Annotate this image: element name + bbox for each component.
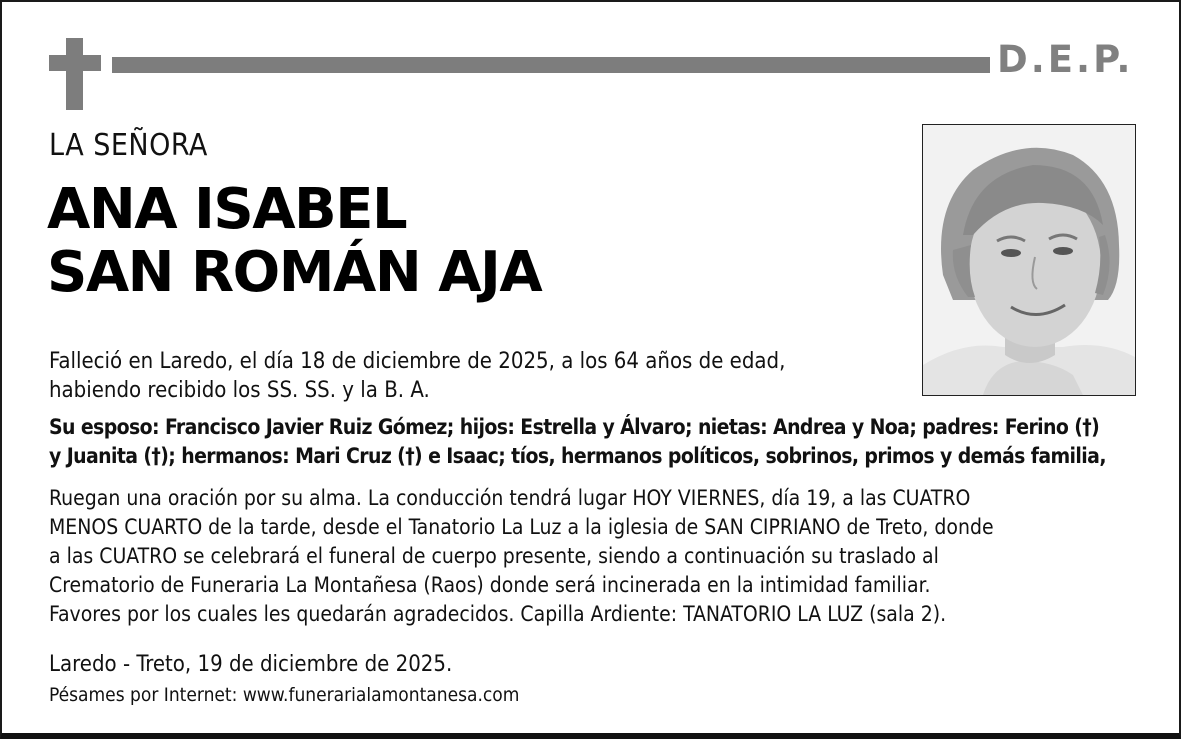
name-line-2: SAN ROMÁN AJA: [47, 240, 542, 305]
details-line-1: Ruegan una oración por su alma. La conducción tendrá lugar HOY VIERNES, día 19, a las CUATRO: [49, 486, 971, 510]
name-line-1: ANA ISABEL: [47, 177, 407, 242]
header-rule: [112, 57, 990, 73]
place-and-date: Laredo - Treto, 19 de diciembre de 2025.: [49, 652, 453, 677]
details-line-5: Favores por los cuales les quedarán agradecidos. Capilla Ardiente: TANATORIO LA LUZ (sala 2).: [49, 602, 947, 626]
death-line-2: habiendo recibido los SS. SS. y la B. A.: [49, 378, 430, 403]
ceremony-details: [49, 484, 994, 629]
death-announcement: [49, 347, 785, 405]
details-line-2: MENOS CUARTO de la tarde, desde el Tanatorio La Luz a la iglesia de SAN CIPRIANO de Treto, donde: [49, 515, 994, 539]
cross-icon: [49, 38, 101, 110]
family-list: [49, 413, 1106, 471]
family-line-2: y Juanita (†); hermanos: Mari Cruz (†) e Isaac; tíos, hermanos políticos, sobrinos, primos y demás familia,: [49, 444, 1106, 468]
details-line-3: a las CUATRO se celebrará el funeral de cuerpo presente, siendo a continuación su traslado al: [49, 544, 939, 568]
intro-label: LA SEÑORA: [49, 128, 208, 163]
portrait-photo: [922, 124, 1136, 396]
details-line-4: Crematorio de Funeraria La Montañesa (Raos) donde será incinerada en la intimidad familiar.: [49, 573, 931, 597]
family-line-1: Su esposo: Francisco Javier Ruiz Gómez; hijos: Estrella y Álvaro; nietas: Andrea y Noa; padres: Ferino (†): [49, 415, 1100, 439]
rip-label: D.E.P.: [997, 38, 1134, 81]
death-line-1: Falleció en Laredo, el día 18 de diciembre de 2025, a los 64 años de edad,: [49, 349, 786, 374]
condolences-website: Pésames por Internet: www.funerarialamontanesa.com: [49, 684, 520, 706]
deceased-name: [47, 178, 541, 304]
